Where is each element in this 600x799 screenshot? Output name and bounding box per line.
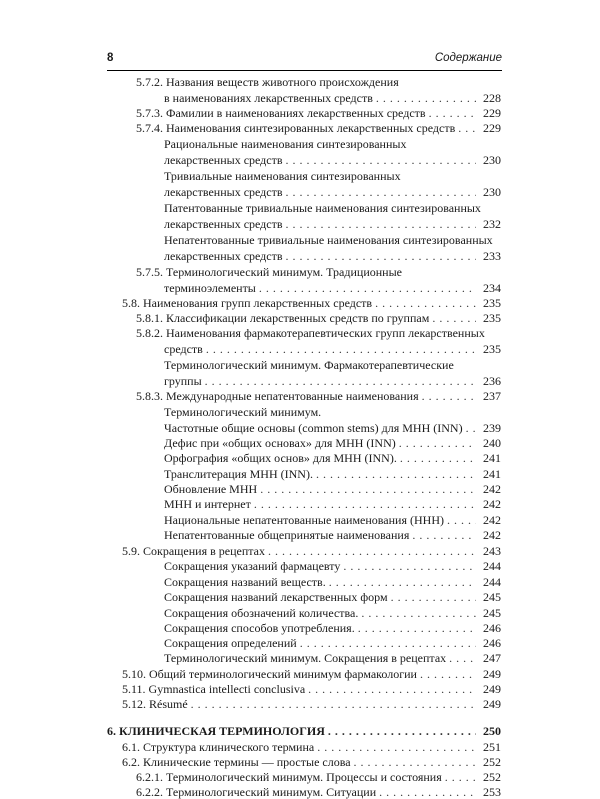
toc-entry [122,740,501,754]
dot-leader [300,636,476,650]
dot-leader [458,121,476,135]
toc-entry [122,682,501,696]
toc-entry [164,528,501,542]
toc-entry-page: 244 [483,559,501,573]
toc-entry-page: 229 [483,106,501,120]
running-header [107,52,502,68]
toc-entry-title: Сокращения названий лекарственных форм [164,590,388,604]
dot-leader [329,575,476,589]
toc-entry-title: 5.8. Наименования групп лекарственных средств [122,296,373,310]
toc-entry-page: 249 [483,667,501,681]
dot-leader [191,697,476,711]
toc-entry-page: 242 [483,482,501,496]
toc-entry [164,281,501,295]
toc-entry-title: 5.11. Gymnastica intellecti conclusiva [122,682,306,696]
dot-leader [412,528,476,542]
toc-entry [164,374,501,388]
toc-entry [136,75,501,89]
toc-entry [164,217,501,231]
toc-entry-page: 253 [483,785,501,799]
dot-leader [286,249,476,263]
toc-entry [136,311,501,325]
toc-entry-title: Непатентованные общепринятые наименования [164,528,410,542]
dot-leader [308,682,476,696]
toc-entry-page: 241 [483,467,501,481]
toc-entry-title: 6.1. Структура клинического термина [122,740,315,754]
toc-entry-title: 5.7.5. Терминологический минимум. Традиционные [136,265,402,279]
dot-leader [432,311,476,325]
dot-leader [466,421,476,435]
toc-entry [164,233,501,247]
toc-entry-page: 245 [483,606,501,620]
toc-entry [164,153,501,167]
toc-entry [136,326,501,340]
dot-leader [379,785,476,799]
toc-entry-page: 234 [483,281,501,295]
dot-leader [286,153,476,167]
toc-entry [164,651,501,665]
toc-entry-page: 249 [483,682,501,696]
toc-entry [164,91,501,105]
toc-entry [164,421,501,435]
toc-entry-page: 242 [483,513,501,527]
dot-leader [259,281,476,295]
toc-entry-title: Орфография «общих основ» для МНН (INN). [164,451,397,465]
toc-entry-page: 245 [483,590,501,604]
toc-entry-page: 235 [483,342,501,356]
toc-entry-title: 5.8.2. Наименования фармакотерапевтических групп лекарственных [136,326,485,340]
dot-leader [391,590,476,604]
toc-entry [164,606,501,620]
dot-leader [286,185,476,199]
toc-entry-page: 233 [483,249,501,263]
toc-entry-page: 236 [483,374,501,388]
toc-entry-title: Сокращения определений [164,636,297,650]
page-number: 8 [107,52,114,64]
toc-entry-title: 5.9. Сокращения в рецептах [122,544,265,558]
toc-entry-page: 247 [483,651,501,665]
toc-entry-page: 252 [483,770,501,784]
toc-entry [136,389,501,403]
toc-entry-title: Сокращения обозначений количества. [164,606,359,620]
toc-entry-page: 242 [483,528,501,542]
toc-entry-title: 5.7.3. Фамилии в наименованиях лекарственных средств [136,106,426,120]
running-title: Содержание [434,52,502,64]
dot-leader [316,467,476,481]
toc-entry-title: 5.12. Résumé [122,697,188,711]
dot-leader [286,217,476,231]
toc-entry-title: в наименованиях лекарственных средств [164,91,373,105]
toc-entry [164,405,501,419]
toc-entry [164,497,501,511]
toc-entry-title: Обновление МНН [164,482,258,496]
dot-leader [317,740,476,754]
dot-leader [422,389,476,403]
toc-entry-title: терминоэлементы [164,281,256,295]
toc-entry [164,249,501,263]
toc-entry-page: 232 [483,217,501,231]
toc-entry-title: 5.7.4. Наименования синтезированных лекарственных средств [136,121,456,135]
toc-entry [136,785,501,799]
dot-leader [376,91,476,105]
toc-entry-title: лекарственных средств [164,153,283,167]
toc-entry-title: Сокращения способов употребления. [164,621,355,635]
toc-entry-title: Тривиальные наименования синтезированных [164,169,401,183]
toc-entry [136,770,501,784]
toc-entry [122,697,501,711]
toc-entry-title: Терминологический минимум. Фармакотерапевтические [164,358,454,372]
toc-entry-title: 6.2. Клинические термины — простые слова [122,755,351,769]
toc-entry-title: Транслитерация МНН (INN). [164,467,313,481]
toc-entry [136,121,501,135]
dot-leader [254,497,476,511]
dot-leader [445,770,476,784]
toc-entry [122,296,501,310]
toc-entry-title: 6.2.2. Терминологический минимум. Ситуации [136,785,377,799]
toc-entry [107,724,501,738]
toc-entry [164,436,501,450]
dot-leader [447,513,476,527]
toc-entry-page: 229 [483,121,501,135]
toc-entry [164,590,501,604]
header-rule [107,70,502,71]
toc-entry-title: Национальные непатентованные наименования (ННН) [164,513,444,527]
toc-entry-page: 252 [483,755,501,769]
toc-entry [164,575,501,589]
toc-entry-title: Патентованные тривиальные наименования синтезированных [164,201,481,215]
toc-entry [164,636,501,650]
toc-entry [164,185,501,199]
toc-entry-title: лекарственных средств [164,185,283,199]
dot-leader [354,755,476,769]
toc-entry-title: 6.2.1. Терминологический минимум. Процессы и состояния [136,770,442,784]
toc-entry-title: лекарственных средств [164,249,283,263]
toc-entry [164,358,501,372]
toc-entry [164,201,501,215]
toc-entry-page: 241 [483,451,501,465]
dot-leader [260,482,476,496]
toc-entry-page: 235 [483,311,501,325]
toc-entry-page: 230 [483,185,501,199]
toc-entry-page: 230 [483,153,501,167]
toc-entry-page: 242 [483,497,501,511]
toc-entry-page: 244 [483,575,501,589]
toc-entry-title: Сокращения указаний фармацевту [164,559,341,573]
toc-entry-page: 250 [483,724,501,738]
dot-leader [400,451,476,465]
toc-entry-title: группы [164,374,202,388]
toc-entry-title: средств [164,342,203,356]
toc-entry-page: 251 [483,740,501,754]
dot-leader [206,342,476,356]
toc-entry-page: 246 [483,621,501,635]
dot-leader [420,667,476,681]
toc-entry-page: 228 [483,91,501,105]
toc-entry [164,482,501,496]
toc-entry-page: 239 [483,421,501,435]
dot-leader [358,621,476,635]
toc-entry-title: лекарственных средств [164,217,283,231]
toc-entry [164,342,501,356]
dot-leader [343,559,476,573]
toc-entry-page: 246 [483,636,501,650]
toc-entry-page: 243 [483,544,501,558]
dot-leader [429,106,476,120]
dot-leader [205,374,476,388]
toc-entry-title: 5.8.1. Классификации лекарственных средств по группам [136,311,430,325]
toc-entry [164,513,501,527]
toc-entry [164,467,501,481]
toc-entry [164,559,501,573]
toc-entry-title: МНН и интернет [164,497,251,511]
toc-entry-title: 5.10. Общий терминологический минимум фармакологии [122,667,417,681]
toc-entry [164,621,501,635]
toc-entry-title: Непатентованные тривиальные наименования синтезированных [164,233,493,247]
toc-entry [164,137,501,151]
dot-leader [328,724,476,738]
toc-entry-title: 6. КЛИНИЧЕСКАЯ ТЕРМИНОЛОГИЯ [107,724,325,738]
toc-entry-title: Терминологический минимум. Сокращения в рецептах [164,651,447,665]
dot-leader [449,651,476,665]
dot-leader [399,436,476,450]
dot-leader [361,606,476,620]
toc-entry [164,451,501,465]
toc-entry-title: Частотные общие основы (common stems) для МНН (INN) [164,421,463,435]
toc-entry-title: 5.7.2. Названия веществ животного происхождения [136,75,399,89]
toc-entry-title: Терминологический минимум. [164,405,322,419]
toc-entry [122,667,501,681]
toc-entry-page: 235 [483,296,501,310]
toc-entry [122,544,501,558]
toc-entry-title: Дефис при «общих основах» для МНН (INN) [164,436,396,450]
toc-entry-page: 240 [483,436,501,450]
dot-leader [268,544,476,558]
toc-entry-title: 5.8.3. Международные непатентованные наименования [136,389,419,403]
toc-entry [164,169,501,183]
toc-entry-page: 249 [483,697,501,711]
toc-entry-title: Сокращения названий веществ. [164,575,326,589]
toc-entry [122,755,501,769]
toc-entry [136,265,501,279]
toc-entry-title: Рациональные наименования синтезированных [164,137,407,151]
dot-leader [375,296,476,310]
toc-entry-page: 237 [483,389,501,403]
toc-entry [136,106,501,120]
